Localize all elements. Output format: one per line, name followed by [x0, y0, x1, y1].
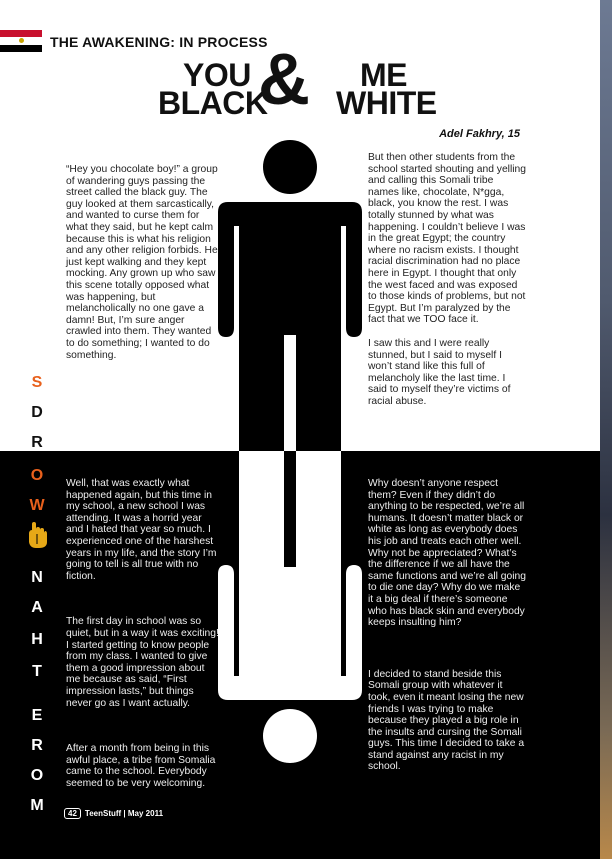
- sidebar-letter: R: [31, 737, 43, 754]
- sidebar-letter: E: [31, 707, 43, 724]
- sidebar-letter: R: [31, 434, 43, 451]
- sidebar-letter: D: [31, 404, 43, 421]
- section-title: THE AWAKENING: IN PROCESS: [50, 34, 268, 50]
- paragraph: The first day in school was so quiet, but in a way it was exciting! I started getting to know people from my class. I wanted to give them a good impression about me because as said, “First impression lasts,” but things never go as I want actually.: [66, 616, 219, 709]
- sidebar-letter: A: [31, 599, 43, 616]
- more-than-words-sidebar: [22, 370, 52, 830]
- paragraph: Why doesn’t anyone respect them? Even if they didn’t do anything to be respected, we’re all humans. It doesn’t matter black or white as long as everybody does his job and treats each other well. Why not be appreciated? What’s the difference if we all have the same functions and we’re all going to die one day? Why do we make it a big deal if there’s someone who has black skin and everybody keeps insulting him?: [368, 478, 526, 629]
- human-figure-illustration: [200, 138, 380, 828]
- paragraph: Well, that was exactly what happened again, but this time in my school, a new school I was attending. It was a horrid year and I hated that year so much. I experienced one of the harshest years in my life, and the story I’m going to tell is all true with no fiction.: [66, 478, 217, 582]
- column-left-bottom: [66, 478, 221, 789]
- headline-you: YOU: [183, 57, 251, 93]
- sidebar-letter: N: [31, 569, 43, 586]
- egypt-flag-icon: [0, 30, 42, 52]
- headline-ampersand: &: [258, 40, 310, 120]
- white-figure-head: [263, 709, 317, 763]
- page-number: 42: [64, 808, 81, 819]
- column-right-bottom: [368, 478, 526, 773]
- sidebar-letter: M: [30, 797, 44, 814]
- paragraph: After a month from being in this awful place, a tribe from Somalia came to the school. Everybody seemed to be very welcoming.: [66, 743, 216, 789]
- column-right-top: [368, 152, 526, 407]
- page-edge: [600, 0, 612, 859]
- sidebar-letter: O: [30, 767, 44, 784]
- sidebar-letter: H: [31, 631, 43, 648]
- sidebar-letter: T: [32, 663, 42, 680]
- hand-icon: [26, 520, 48, 550]
- headline-me: ME: [360, 57, 407, 93]
- author-byline: Adel Fakhry, 15: [439, 128, 520, 140]
- magazine-name: TeenStuff: [84, 809, 122, 818]
- paragraph: I saw this and I were really stunned, but I said to myself I won’t stand like this full of melancholy like the last time. I said to myself they’re victims of racial abuse.: [368, 337, 511, 407]
- sidebar-letter: W: [29, 497, 45, 514]
- sidebar-letter: O: [30, 467, 44, 484]
- black-figure-body: [218, 202, 362, 451]
- column-left-top: [66, 164, 221, 361]
- paragraph: But then other students from the school started shouting and yelling and calling this Somali tribe names like, chocolate, N*gga, black, you know the rest. I was totally stunned by what was happening. I couldn’t believe I was in the great Egypt; the country where no racism exists. I thought racial discrimination had no place here in Egypt. I thought that only the west faced and was exposed to those kinds of problems, but not Egypt. But I’m paralyzed by the fact that we TOO face it.: [368, 152, 526, 326]
- black-figure-head: [263, 140, 317, 194]
- paragraph: I decided to stand beside this Somali group with whatever it took, even it meant losing the new friends I was trying to make because they played a big role in the insults and cursing the Somali guys. This time I decided to take a stand against any racist in my school.: [368, 668, 525, 773]
- white-figure-body: [218, 451, 362, 700]
- issue-date: May 2011: [127, 809, 164, 818]
- sidebar-letter: S: [31, 374, 43, 391]
- page-footer: 42 TeenStuff | May 2011: [64, 808, 163, 819]
- headline-black: BLACK: [158, 85, 268, 121]
- headline-white: WHITE: [336, 85, 437, 121]
- paragraph: “Hey you chocolate boy!” a group of wandering guys passing the street called the black guy. The guy looked at them sarcastically, and wanted to curse them for what they said, but he kept calm because this is what his religion and any other religion forbids. He just kept walking and they kept mocking. Any grown up who saw this scene totally opposed what was happening, but melancholically no one gave a damn! But, I’m sure anger crawled into them. They wanted to do something; I wanted to do something.: [66, 164, 218, 361]
